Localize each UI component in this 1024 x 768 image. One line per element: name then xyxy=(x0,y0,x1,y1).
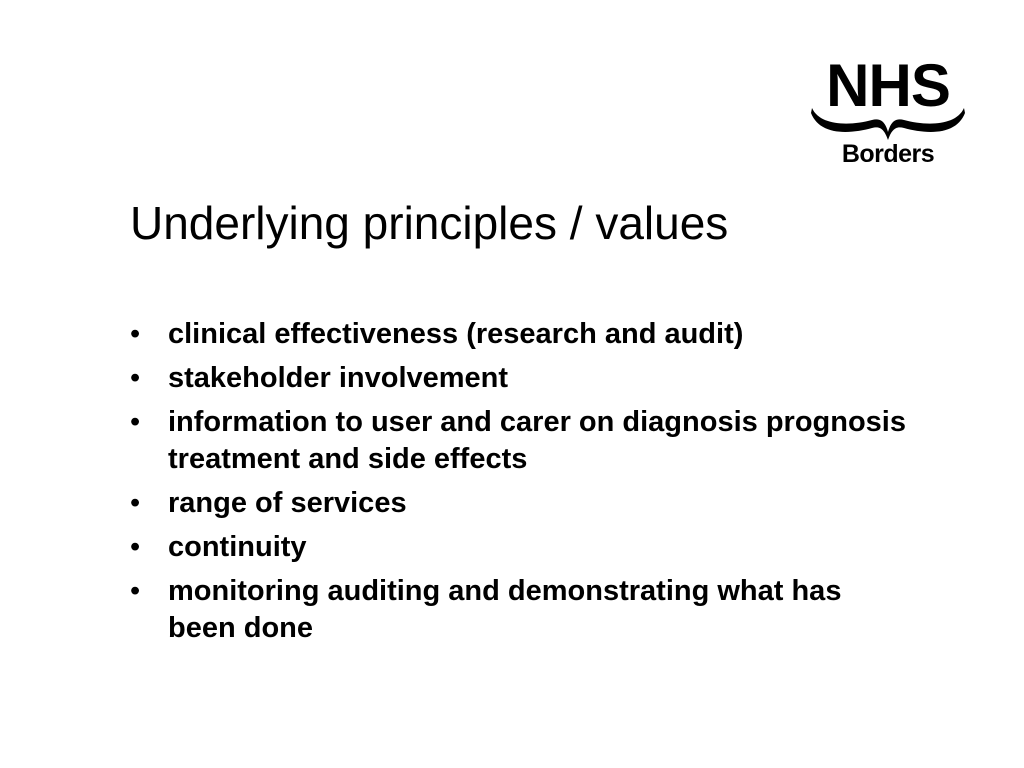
bullet-item: • monitoring auditing and demonstrating what has been done xyxy=(168,573,908,647)
slide-title: Underlying principles / values xyxy=(130,197,729,249)
logo-org-text: NHS xyxy=(826,56,950,119)
bullet-item: • information to user and carer on diagnosis prognosis treatment and side effects xyxy=(168,404,908,478)
bullet-item: • clinical effectiveness (research and audit) xyxy=(168,316,908,353)
logo-graphic xyxy=(806,56,970,168)
bullet-list xyxy=(168,316,908,654)
logo-region-text: Borders xyxy=(841,140,935,168)
bullet-item: • range of services xyxy=(168,485,908,522)
bullet-item: • continuity xyxy=(168,529,908,566)
nhs-borders-logo xyxy=(806,56,970,168)
bullet-item: • stakeholder involvement xyxy=(168,360,908,397)
